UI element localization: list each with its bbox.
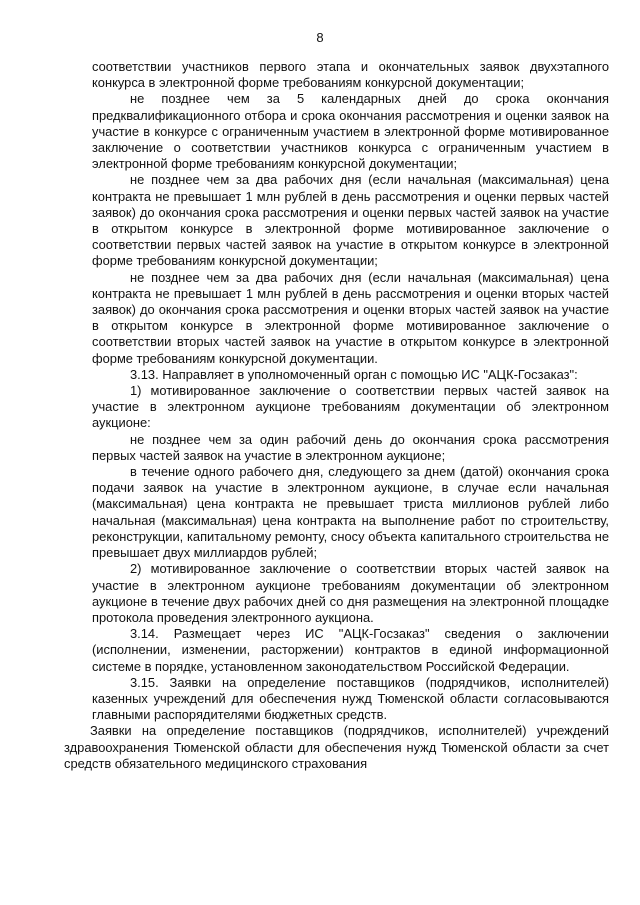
paragraph: 1) мотивированное заключение о соответствии первых частей заявок на участие в электронном аукционе требованиям документации об электронном аукционе: — [92, 383, 609, 431]
paragraph: соответствии участников первого этапа и окончательных заявок двухэтапного конкурса в электронной форме требованиям конкурсной документации; — [92, 59, 609, 91]
paragraph: не позднее чем за два рабочих дня (если начальная (максимальная) цена контракта не превышает 1 млн рублей в день рассмотрения и оценки первых частей заявок) до окончания срока рассмотрения и оценки первых частей заявок на участие в открытом конкурсе в электронной форме мотивированное заключение о соответствии первых частей заявок на участие в открытом конкурсе в электронной форме требованиям конкурсной документации; — [92, 172, 609, 269]
paragraph: Заявки на определение поставщиков (подрядчиков, исполнителей) учреждений здравоохранения Тюменской области для обеспечения нужд Тюменской области за счет средств обязательного медицинского страхования — [64, 723, 609, 771]
paragraph: 3.14. Размещает через ИС "АЦК-Госзаказ" сведения о заключении (исполнении, изменении, расторжении) контрактов в единой информационной системе в порядке, установленном законодательством Российской Федерации. — [92, 626, 609, 674]
paragraph: не позднее чем за два рабочих дня (если начальная (максимальная) цена контракта не превышает 1 млн рублей в день рассмотрения и оценки вторых частей заявок) до окончания срока рассмотрения и оценки вторых частей заявок на участие в открытом конкурсе в электронной форме мотивированное заключение о соответствии вторых частей заявок на участие в открытом конкурсе в электронной форме требованиям конкурсной документации. — [92, 269, 609, 366]
document-body — [64, 59, 609, 772]
paragraph: в течение одного рабочего дня, следующего за днем (датой) окончания срока подачи заявок на участие в электронном аукционе, в случае если начальная (максимальная) цена контракта не превышает триста миллионов рублей либо начальная (максимальная) цена контракта на выполнение работ по строительству, реконструкции, капитальному ремонту, сносу объекта капитального строительства не превышает двух миллиардов рублей; — [92, 464, 609, 561]
paragraph: 3.15. Заявки на определение поставщиков (подрядчиков, исполнителей) казенных учреждений для обеспечения нужд Тюменской области согласовываются главными распорядителями бюджетных средств. — [92, 674, 609, 723]
paragraph: не позднее чем за 5 календарных дней до срока окончания предквалификационного отбора и срока окончания рассмотрения и оценки заявок на участие в конкурсе с ограниченным участием в электронной форме мотивированное заключение о соответствии участников конкурса с ограниченным участием в электронной форме требованиям конкурсной документации; — [92, 91, 609, 172]
section-heading: 3.13. Направляет в уполномоченный орган с помощью ИС "АЦК-Госзаказ": — [130, 366, 578, 382]
paragraph: не позднее чем за один рабочий день до окончания срока рассмотрения первых частей заявок на участие в электронном аукционе; — [92, 431, 609, 463]
page-number: 8 — [316, 30, 324, 45]
paragraph: 2) мотивированное заключение о соответствии вторых частей заявок на участие в электронном аукционе требованиям документации об электронном аукционе в течение двух рабочих дней со дня размещения на электронной площадке протокола проведения электронного аукциона. — [92, 561, 609, 625]
